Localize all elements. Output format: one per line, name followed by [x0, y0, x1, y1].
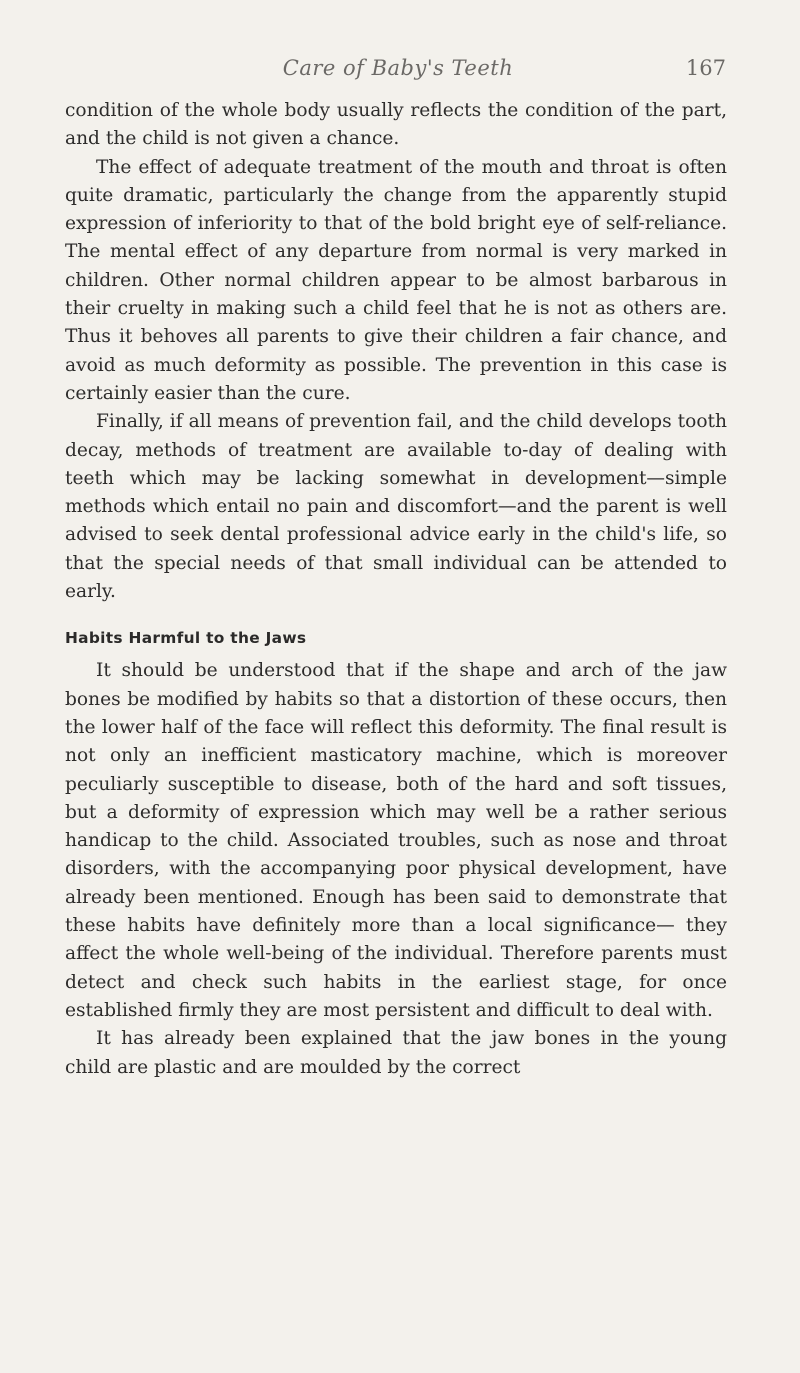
page-body: [65, 97, 727, 1082]
running-head: [70, 56, 726, 96]
section-heading: Habits Harmful to the Jaws: [65, 629, 307, 648]
paragraph-continued: condition of the whole body usually reflects the condition of the part, and the child is not given a chance.: [65, 100, 727, 150]
paragraph-finally: Finally, if all means of prevention fail, and the child develops tooth decay, methods of treatment are available to-day of dealing with teeth which may be lacking somewhat in development—simple methods which entail no pain and discomfort—and the parent is well advised to seek dental professional advice early in the child's life, so that the special needs of that small individual can be attended to early.: [65, 411, 727, 603]
paragraph-treatment-effect: The effect of adequate treatment of the mouth and throat is often quite dramatic, particularly the change from the apparently stupid expression of inferiority to that of the bold bright eye of self-reliance. The mental effect of any departure from normal is very marked in children. Other normal children appear to be almost barbarous in their cruelty in making such a child feel that he is not as others are. Thus it behoves all parents to give their children a fair chance, and avoid as much deformity as possible. The prevention in this case is certainly easier than the cure.: [65, 156, 727, 404]
page-number: 167: [685, 56, 726, 80]
running-title: Care of Baby's Teeth: [282, 56, 514, 80]
paragraph-jaw-habits: It should be understood that if the shape and arch of the jaw bones be modified by habits so that a distortion of these occurs, then the lower half of the face will reflect this deformity. The final result is not only an inefficient masticatory machine, which is moreover peculiarly susceptible to disease, both of the hard and soft tissues, but a deformity of expression which may well be a rather serious handicap to the child. Associated troubles, such as nose and throat disorders, with the accompanying poor physical development, have already been mentioned. Enough has been said to demonstrate that these habits have definitely more than a local significance— they affect the whole well-being of the individual. Therefore parents must detect and check such habits in the earliest stage, for once established firmly they are most persistent and difficult to deal with.: [65, 660, 727, 1021]
paragraph-jaw-bones: It has already been explained that the jaw bones in the young child are plastic and are moulded by the correct: [65, 1028, 727, 1078]
